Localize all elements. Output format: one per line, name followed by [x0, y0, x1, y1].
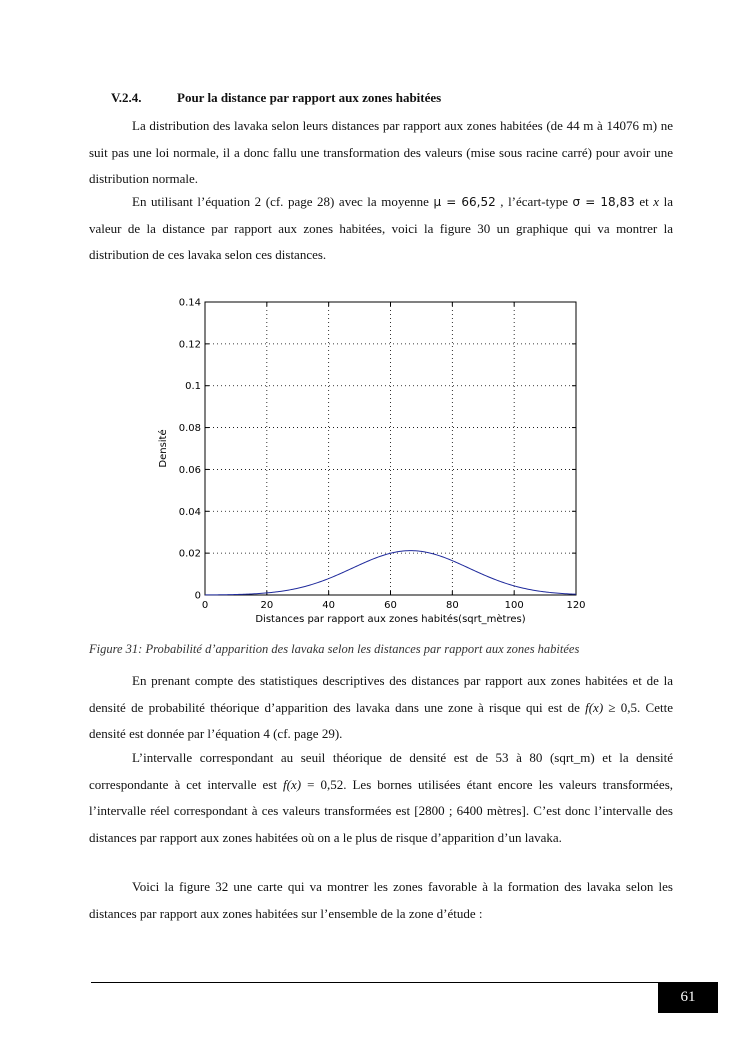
y-tick-label: 0.02: [178, 548, 201, 560]
paragraph-1-text: La distribution des lavaka selon leurs distances par rapport aux zones habitées (de 44 m à 14076 m) ne suit pas une loi normale, il a donc fallu une transformation des valeurs (mise sous racine carré) pour avoir une distribution normale.: [89, 118, 673, 186]
y-tick-label: 0.04: [178, 506, 201, 518]
density-chart-svg: [150, 292, 600, 630]
x-tick-label: 20: [260, 600, 274, 611]
paragraph-2-text-c: et: [634, 194, 654, 209]
x-tick-label: 60: [384, 600, 397, 611]
x-tick-label: 120: [566, 600, 586, 611]
y-tick-label: 0.06: [178, 464, 201, 476]
paragraph-4-text-a: L’intervalle correspondant au seuil théorique de densité est de 53 à 80 (sqrt_m) et la densité correspondante à cet intervalle est: [89, 750, 673, 792]
y-tick-label: 0.1: [185, 381, 201, 393]
plot-frame: [205, 302, 576, 595]
paragraph-4: [89, 745, 673, 851]
x-axis-label: Distances par rapport aux zones habités(sqrt_mètres): [255, 614, 526, 625]
density-chart: [150, 292, 600, 630]
chart-ticks: [179, 298, 586, 612]
x-tick-label: 80: [445, 600, 459, 611]
section-title: Pour la distance par rapport aux zones habitées: [177, 90, 442, 105]
paragraph-2-text-b: , l’écart-type: [495, 194, 573, 209]
y-tick-label: 0.14: [178, 297, 201, 309]
std-formula: σ = 18,83: [572, 195, 635, 209]
y-axis-label: Densité: [158, 429, 169, 468]
mean-formula: μ = 66,52: [433, 195, 496, 209]
footer-rule: [91, 982, 658, 983]
paragraph-2: [89, 189, 673, 269]
paragraph-1: [89, 113, 673, 193]
fx-symbol: f(x): [283, 776, 302, 792]
y-tick-label: 0.12: [178, 339, 201, 351]
paragraph-2-text-d: la valeur de la distance par rapport aux zones habitées, voici la figure 30 un graphique qui va montrer la distribution de ces lavaka selon ces distances.: [89, 194, 673, 262]
x-tick-label: 40: [322, 600, 336, 611]
y-tick-label: 0: [194, 590, 201, 602]
section-heading: [111, 90, 441, 106]
paragraph-5: [89, 874, 673, 927]
x-tick-label: 100: [504, 600, 524, 611]
density-curve: [205, 551, 576, 595]
figure-caption: Figure 31: Probabilité d’apparition des lavaka selon les distances par rapport aux zones habitées: [89, 642, 580, 656]
paragraph-2-text-a: En utilisant l’équation 2 (cf. page 28) avec la moyenne: [132, 194, 434, 209]
chart-grid: [205, 302, 576, 595]
paragraph-5-text: Voici la figure 32 une carte qui va montrer les zones favorable à la formation des lavaka selon les distances par rapport aux zones habitées sur l’ensemble de la zone d’étude :: [89, 879, 673, 921]
paragraph-4-text-b: = 0,52. Les bornes utilisées étant encore les valeurs transformées, l’intervalle réel correspondant à ces valeurs transformées est [2800 ; 6400 mètres]. C’est donc l’intervalle des distances par rapport aux zones habitées où on a le plus de risque d’apparition d’un lavaka.: [89, 776, 674, 845]
paragraph-3-text-b: ≥ 0,5. Cette densité est donnée par l’équation 4 (cf. page 29).: [89, 699, 673, 741]
x-variable: x: [653, 194, 660, 209]
y-tick-label: 0.08: [178, 423, 201, 435]
paragraph-3-text-a: En prenant compte des statistiques descriptives des distances par rapport aux zones habitées et de la densité de probabilité théorique d’apparition des lavaka dans une zone à risque qui est de: [89, 673, 673, 715]
fx-symbol: f(x): [585, 699, 604, 715]
page-number: 61: [658, 982, 718, 1013]
x-tick-label: 0: [201, 600, 209, 611]
paragraph-3: [89, 668, 673, 748]
section-number: V.2.4.: [111, 90, 142, 105]
